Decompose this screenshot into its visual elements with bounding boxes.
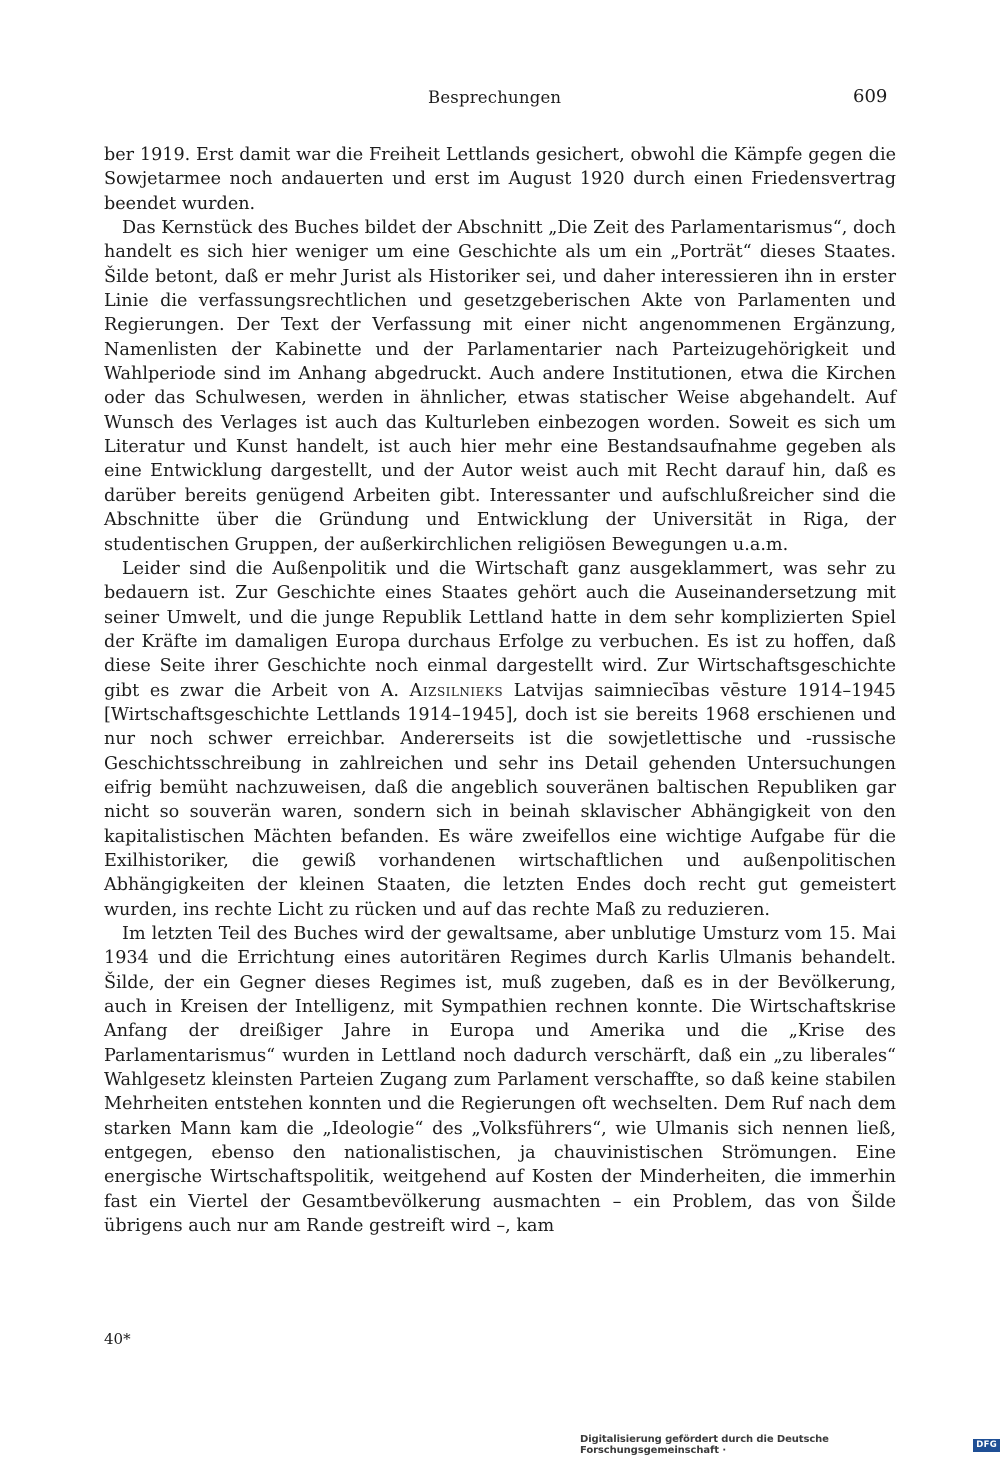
paragraph-text: Das Kernstück des Buches bildet der Abschnitt „Die Zeit des Parlamentarismus“, doch handelt es sich hier weniger um eine Geschichte als um ein „Porträt“ dieses Staates. Šilde betont, daß er mehr Jurist als Historiker sei, und daher interessieren ihn in erster Linie die verfassungsrechtlichen und gesetzgeberischen Akte von Parlamenten und Regierungen. Der Text der Verfassung mit einer nicht angenommenen Ergänzung, Namenlisten der Kabinette und der Parlamentarier nach Parteizugehörigkeit und Wahlperiode sind im Anhang abgedruckt. Auch andere Institutionen, etwa die Kirchen oder das Schulwesen, werden in ähnlicher, etwas statischer Weise abgehandelt. Auf Wunsch des Verlages ist auch das Kulturleben einbezogen worden. Soweit es sich um Literatur und Kunst handelt, ist auch hier mehr eine Bestandsaufnahme gegeben als eine Entwicklung dargestellt, und der Autor weist auch mit Recht darauf hin, daß es darüber bereits genügend Arbeiten gibt. Interessanter und aufschlußreicher sind die Abschnitte über die Gründung und Entwicklung der Universität in Riga, der studentischen Gruppen, der außerkirchlichen religiösen Bewegungen u.a.m.: [104, 218, 896, 555]
running-title: Besprechungen: [428, 88, 562, 107]
paragraph-text: ber 1919. Erst damit war die Freiheit Lettlands gesichert, obwohl die Kämpfe gegen die Sowjetarmee noch andauerten und erst im August 1920 durch einen Friedensvertrag beendet wurden.: [104, 145, 896, 214]
paragraph-2: [104, 216, 896, 557]
paragraph-1: [104, 143, 896, 216]
author-name-smallcaps: Aizsilnieks: [409, 680, 504, 701]
paragraph-3: [104, 557, 896, 922]
body-text: [104, 143, 896, 1238]
sheet-signature: 40*: [104, 1330, 131, 1348]
paragraph-text: Leider sind die Außenpolitik und die Wirtschaft ganz ausgeklammert, was sehr zu bedauern ist. Zur Geschichte eines Staates gehört auch die Auseinandersetzung mit seiner Umwelt, und die junge Republik Lettland hatte in dem sehr komplizierten Spiel der Kräfte im damaligen Europa durchaus Erfolge zu verbuchen. Es ist zu hoffen, daß diese Seite ihrer Geschichte noch einmal dargestellt wird. Zur Wirtschaftsgeschichte gibt es zwar die Arbeit von A.: [104, 558, 896, 701]
paragraph-4: [104, 922, 896, 1238]
dfg-logo: DFG: [973, 1439, 1000, 1452]
paragraph-text: Latvijas saimniecības vēsture 1914–1945 [Wirtschaftsgeschichte Lettlands 1914–1945], doch ist sie bereits 1968 erschienen und nur noch schwer erreichbar. Andererseits ist die sowjetlettische und -russische Geschichtsschreibung in zahlreichen und sehr ins Detail gehenden Untersuchungen eifrig bemüht nachzuweisen, daß die angeblich souveränen baltischen Republiken gar nicht so souverän waren, sondern sich in beinah sklavischer Abhängigkeit von den kapitalistischen Mächten befanden. Es wäre zweifellos eine wichtige Aufgabe für die Exilhistoriker, die gewiß vorhandenen wirtschaftlichen und außenpolitischen Abhängigkeiten der kleinen Staaten, die letzten Endes doch recht gut gemeistert wurden, ins rechte Licht zu rücken und auf das rechte Maß zu reduzieren.: [104, 680, 896, 920]
running-header: [0, 88, 1000, 112]
page-number: 609: [853, 86, 888, 107]
paragraph-text: Im letzten Teil des Buches wird der gewaltsame, aber unblutige Umsturz vom 15. Mai 1934 und die Errichtung eines autoritären Regimes durch Karlis Ulmanis behandelt. Šilde, der ein Gegner dieses Regimes ist, muß zugeben, daß es in der Bevölkerung, auch in Kreisen der Intelligenz, mit Sympathien rechnen konnte. Die Wirtschaftskrise Anfang der dreißiger Jahre in Europa und Amerika und die „Krise des Parlamentarismus“ wurden in Lettland noch dadurch verschärft, daß ein „zu liberales“ Wahlgesetz kleinsten Parteien Zugang zum Parlament verschaffte, so daß keine stabilen Mehrheiten entstehen konnten und die Regierungen oft wechselten. Dem Ruf nach dem starken Mann kam die „Ideologie“ des „Volksführers“, wie Ulmanis sich nennen ließ, entgegen, ebenso den nationalistischen, ja chauvinistischen Strömungen. Eine energische Wirtschaftspolitik, weitgehend auf Kosten der Minderheiten, die immerhin fast ein Viertel der Gesamtbevölkerung ausmachten – ein Problem, das von Šilde übrigens auch nur am Rande gestreift wird –, kam: [104, 924, 896, 1237]
credit-text: Digitalisierung gefördert durch die Deutsche Forschungsgemeinschaft ·: [580, 1434, 829, 1456]
digitization-credit: [580, 1434, 1000, 1456]
